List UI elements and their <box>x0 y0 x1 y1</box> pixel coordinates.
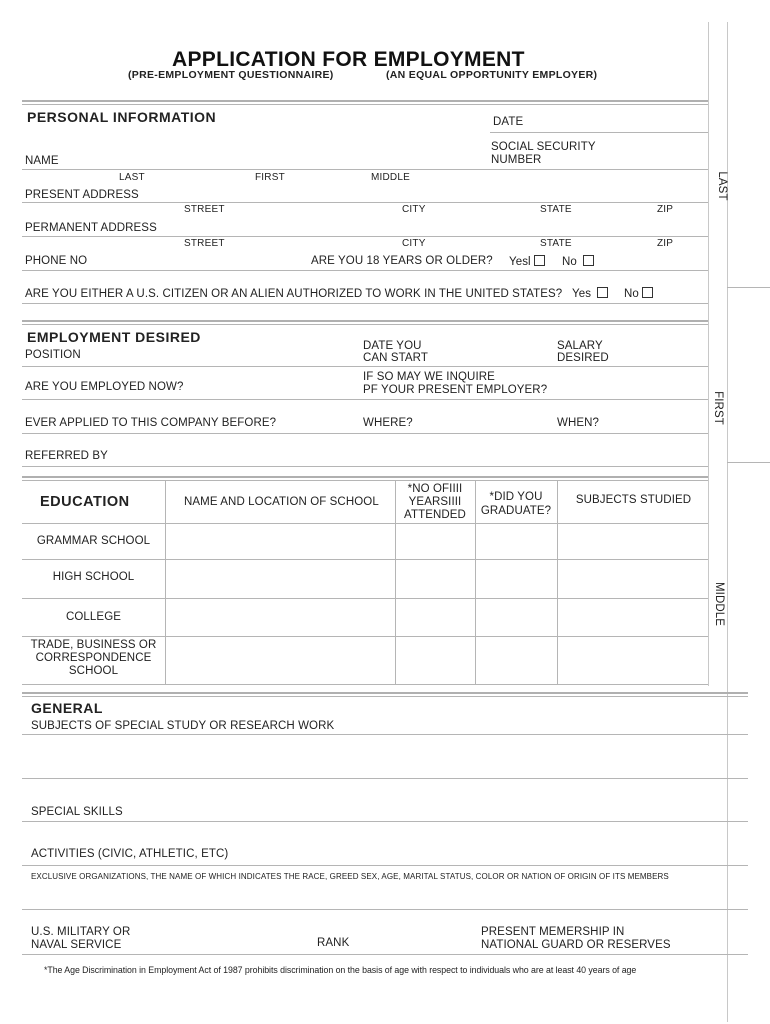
when-field[interactable] <box>602 414 708 432</box>
edu-row-trade-3: SCHOOL <box>68 665 119 677</box>
section-rule-2 <box>22 476 708 478</box>
guard-field[interactable] <box>672 932 746 950</box>
citizen-question: ARE YOU EITHER A U.S. CITIZEN OR AN ALIEN AUTHORIZED TO WORK IN THE UNITED STATES? <box>25 288 563 300</box>
age-yes-option[interactable] <box>509 255 545 268</box>
ssn-label-1: SOCIAL SECURITY <box>491 141 596 153</box>
present-address-label: PRESENT ADDRESS <box>25 189 139 201</box>
permanent-address-field[interactable] <box>160 219 704 237</box>
ever-applied-label: EVER APPLIED TO THIS COMPANY BEFORE? <box>25 417 277 429</box>
section-rule-2b <box>22 480 708 481</box>
side-label-first: FIRST <box>712 391 724 425</box>
start-date-field[interactable] <box>430 346 554 364</box>
military-label-2: NAVAL SERVICE <box>31 939 122 951</box>
position-label: POSITION <box>25 349 81 361</box>
side-divider-1 <box>727 287 770 288</box>
name-field[interactable] <box>65 152 489 170</box>
where-label: WHERE? <box>363 417 413 429</box>
special-study-line-2 <box>22 778 748 779</box>
side-divider-2 <box>727 462 770 463</box>
present-address-line <box>22 202 708 203</box>
edu-row-college: COLLEGE <box>65 611 122 623</box>
military-field[interactable] <box>130 932 309 950</box>
citizen-yes-label: Yes <box>572 288 592 300</box>
permanent-state-caption: STATE <box>540 238 572 249</box>
section-rule-1b <box>22 324 708 325</box>
edu-col-grad-header-2: GRADUATE? <box>480 505 552 517</box>
edu-col-grad-header-1: *DID YOU <box>489 491 543 503</box>
age-yes-label: Yesl <box>509 256 531 268</box>
edu-row-grammar: GRAMMAR SCHOOL <box>36 535 151 547</box>
education-heading: EDUCATION <box>40 494 130 510</box>
exclusive-orgs-line <box>22 909 748 910</box>
phone-line <box>22 270 708 271</box>
permanent-address-line <box>22 236 708 237</box>
activities-line <box>22 865 748 866</box>
where-field[interactable] <box>415 414 554 432</box>
citizen-no-label: No <box>624 288 639 300</box>
special-study-line <box>22 734 748 735</box>
age-no-option[interactable] <box>562 255 594 268</box>
edu-row-trade-2: CORRESPONDENCE <box>35 652 152 664</box>
present-street-caption: STREET <box>184 204 225 215</box>
present-zip-caption: ZIP <box>657 204 674 215</box>
age-discrimination-footnote: *The Age Discrimination in Employment Act of 1987 prohibits discrimination on the basis of age with respect to individuals who are at least 40 years of age <box>44 965 637 975</box>
header-rule-2 <box>22 104 708 105</box>
form-subtitle-left: (PRE-EMPLOYMENT QUESTIONNAIRE) <box>128 69 334 81</box>
date-label: DATE <box>493 116 524 128</box>
permanent-city-caption: CITY <box>402 238 426 249</box>
name-last-caption: LAST <box>119 172 145 183</box>
permanent-address-label: PERMANENT ADDRESS <box>25 222 157 234</box>
citizen-yes-checkbox[interactable] <box>597 287 608 298</box>
header-rule <box>22 100 708 102</box>
position-field[interactable] <box>85 346 359 364</box>
citizen-yes-option[interactable] <box>572 287 608 300</box>
start-date-label-1: DATE YOU <box>363 340 422 352</box>
edu-col-2 <box>395 480 396 684</box>
citizen-line <box>22 303 708 304</box>
rank-field[interactable] <box>355 932 479 950</box>
present-state-caption: STATE <box>540 204 572 215</box>
employed-line <box>22 399 708 400</box>
age-no-checkbox[interactable] <box>583 255 594 266</box>
employed-now-field[interactable] <box>185 378 359 396</box>
edu-row-line-2 <box>22 559 708 560</box>
military-line <box>22 954 748 955</box>
phone-label: PHONE NO <box>25 255 88 267</box>
edu-col-4 <box>557 480 558 684</box>
present-city-caption: CITY <box>402 204 426 215</box>
edu-col-subjects-header: SUBJECTS STUDIED <box>575 494 692 506</box>
side-label-last: LAST <box>716 171 728 201</box>
edu-col-years-header-3: ATTENDED <box>404 509 466 521</box>
form-title: APPLICATION FOR EMPLOYMENT <box>172 48 525 71</box>
edu-row-trade-1: TRADE, BUSINESS OR <box>30 639 157 651</box>
section-rule-3b <box>22 696 748 697</box>
citizen-no-option[interactable] <box>624 287 653 300</box>
side-label-middle: MIDDLE <box>713 581 725 627</box>
edu-row-line-5 <box>22 684 708 685</box>
permanent-zip-caption: ZIP <box>657 238 674 249</box>
date-line <box>490 132 708 133</box>
phone-field[interactable] <box>90 252 304 270</box>
edu-col-school-header: NAME AND LOCATION OF SCHOOL <box>184 496 379 508</box>
referred-by-label: REFERRED BY <box>25 450 108 462</box>
general-heading: GENERAL <box>31 700 103 716</box>
guard-label-2: NATIONAL GUARD OR RESERVES <box>481 939 671 951</box>
name-label: NAME <box>25 155 59 167</box>
special-skills-label: SPECIAL SKILLS <box>31 806 123 818</box>
special-study-label: SUBJECTS OF SPECIAL STUDY OR RESEARCH WORK <box>31 720 335 732</box>
salary-field[interactable] <box>612 346 708 364</box>
personal-heading: PERSONAL INFORMATION <box>27 109 217 125</box>
form-subtitle-right: (AN EQUAL OPPORTUNITY EMPLOYER) <box>386 69 598 81</box>
employed-now-label: ARE YOU EMPLOYED NOW? <box>25 381 184 393</box>
employment-heading: EMPLOYMENT DESIRED <box>27 329 201 345</box>
referred-by-field[interactable] <box>110 447 709 465</box>
name-line <box>22 169 708 170</box>
name-first-caption: FIRST <box>255 172 285 183</box>
edu-col-years-header-2: YEARSIIII <box>408 496 462 508</box>
section-rule-1 <box>22 320 708 322</box>
start-date-label-2: CAN START <box>363 352 429 364</box>
date-field[interactable] <box>525 112 709 130</box>
ssn-field[interactable] <box>545 150 709 168</box>
edu-col-3 <box>475 480 476 684</box>
edu-row-line-3 <box>22 598 708 599</box>
ever-applied-field[interactable] <box>275 414 359 432</box>
when-label: WHEN? <box>557 417 600 429</box>
age-yes-checkbox[interactable] <box>534 255 545 266</box>
rank-label: RANK <box>317 937 350 949</box>
activities-label: ACTIVITIES (CIVIC, ATHLETIC, ETC) <box>31 848 229 860</box>
edu-col-years-header-1: *NO OFIIII <box>407 483 463 495</box>
special-skills-line <box>22 821 748 822</box>
military-label-1: U.S. MILITARY OR <box>31 926 131 938</box>
inquire-field[interactable] <box>548 378 708 396</box>
salary-label-2: DESIRED <box>557 352 609 364</box>
inquire-label-1: IF SO MAY WE INQUIRE <box>363 371 495 383</box>
position-line <box>22 366 708 367</box>
age-question: ARE YOU 18 YEARS OR OLDER? <box>311 255 493 267</box>
section-rule-3 <box>22 692 748 694</box>
exclusive-orgs-label: EXCLUSIVE ORGANIZATIONS, THE NAME OF WHICH INDICATES THE RACE, GREED SEX, AGE, MARITAL STATUS, COLOR OR NATION OF ORIGIN OF ITS MEMBERS <box>31 872 669 881</box>
edu-row-line-1 <box>22 523 708 524</box>
activities-field[interactable] <box>230 845 744 863</box>
ever-applied-line <box>22 433 708 434</box>
referred-line <box>22 466 708 467</box>
permanent-street-caption: STREET <box>184 238 225 249</box>
age-no-label: No <box>562 256 577 268</box>
salary-label-1: SALARY <box>557 340 603 352</box>
ssn-label-2: NUMBER <box>491 154 542 166</box>
citizen-no-checkbox[interactable] <box>642 287 653 298</box>
edu-row-line-4 <box>22 636 708 637</box>
special-skills-field[interactable] <box>130 803 744 821</box>
edu-col-1 <box>165 480 166 684</box>
edu-row-high: HIGH SCHOOL <box>52 571 135 583</box>
special-study-field[interactable] <box>335 717 744 735</box>
guard-label-1: PRESENT MEMERSHIP IN <box>481 926 625 938</box>
name-middle-caption: MIDDLE <box>371 172 410 183</box>
inquire-label-2: PF YOUR PRESENT EMPLOYER? <box>363 384 548 396</box>
